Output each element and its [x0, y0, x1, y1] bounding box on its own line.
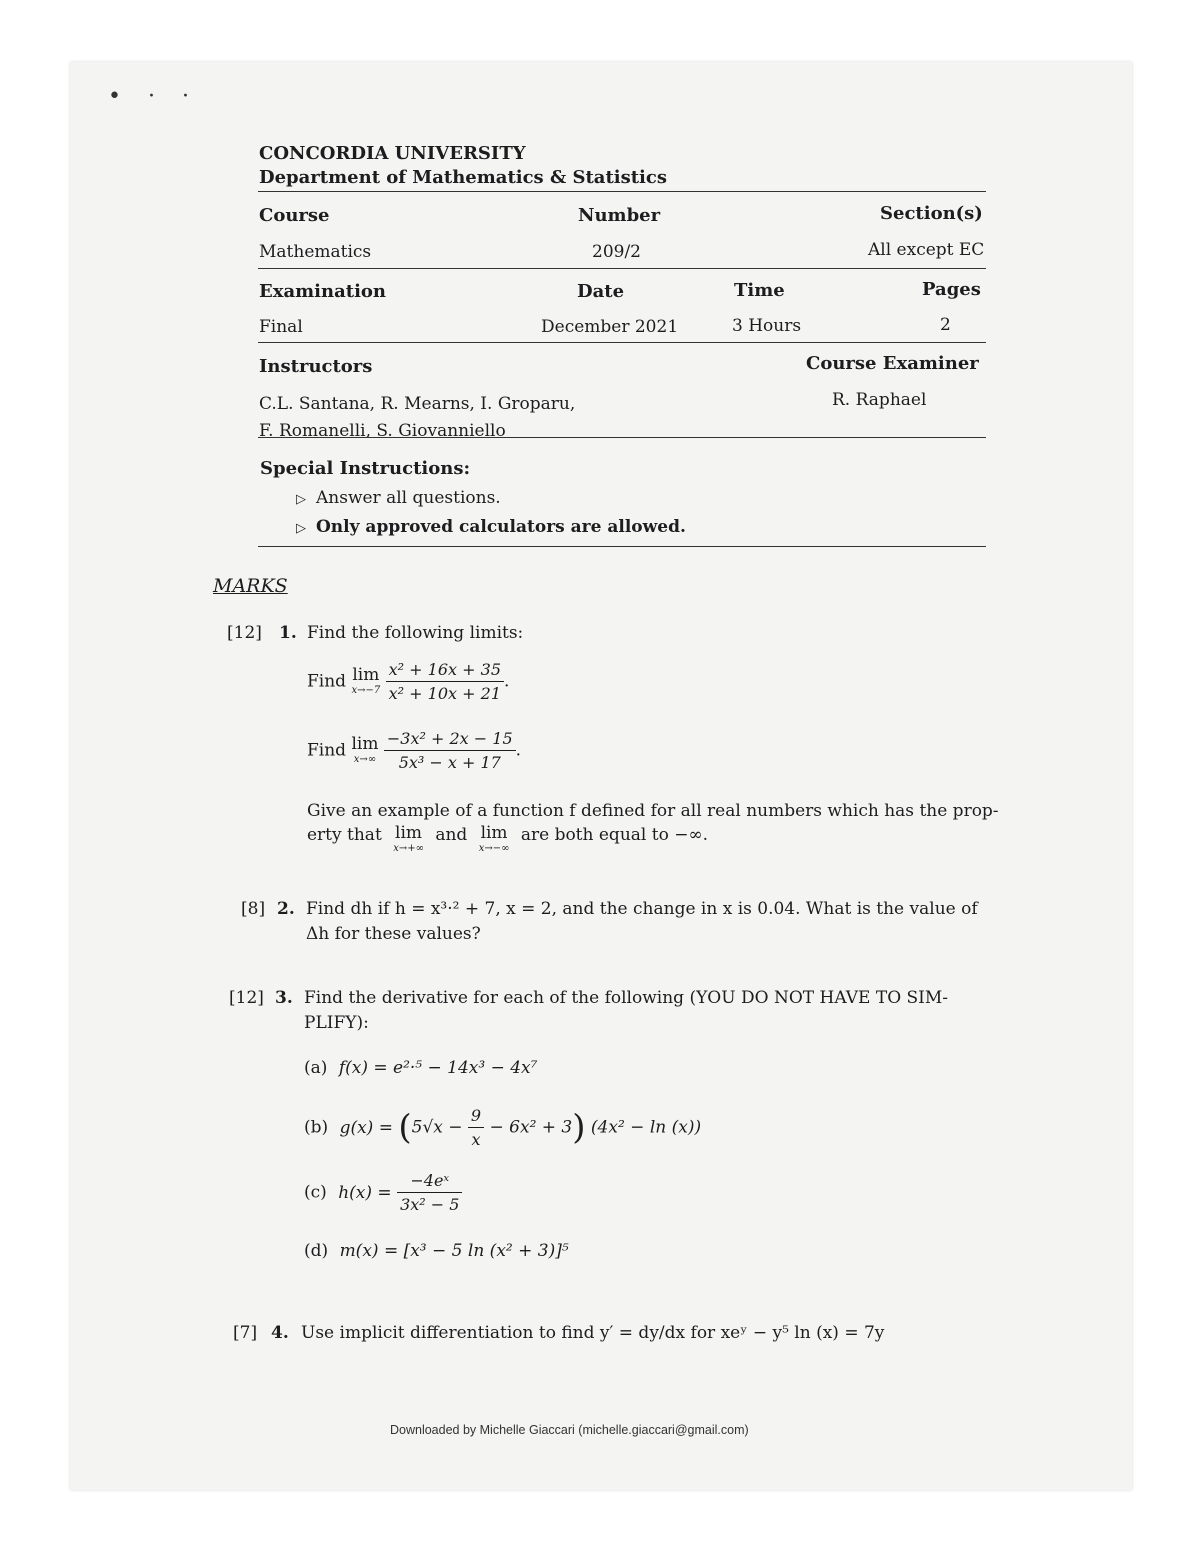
exam-value: Final [259, 317, 303, 337]
university-name: CONCORDIA UNIVERSITY [259, 143, 526, 164]
sections-value: All except EC [868, 240, 985, 260]
question-number: 3. [275, 988, 293, 1008]
lim-operator [351, 667, 380, 696]
bullet-triangle-icon: ▷ [296, 492, 306, 507]
instruction-text: Answer all questions. [316, 488, 501, 508]
date-label: Date [577, 281, 625, 302]
examiner-value: R. Raphael [832, 390, 927, 410]
divider [258, 342, 986, 343]
question-mark: [12] [227, 623, 262, 643]
part-label: (c) [304, 1182, 327, 1203]
numerator: 9 [468, 1106, 484, 1128]
text: erty that [307, 825, 382, 845]
numerator: x² + 16x + 35 [386, 660, 504, 682]
part-b: (b) g(x) = (5√x − $\frac{9}{x}$ − 6x² + 3) (4x² − ln (x)) [304, 1106, 702, 1149]
question-mark: [7] [233, 1323, 258, 1343]
question-text: PLIFY): [304, 1013, 369, 1033]
part-d [304, 1241, 569, 1261]
question-mark: [8] [241, 899, 266, 919]
date-value: December 2021 [541, 317, 679, 337]
department-name: Department of Mathematics & Statistics [259, 167, 667, 188]
divider [258, 268, 986, 269]
text: are both equal to −∞. [520, 825, 709, 845]
instructors-line2: F. Romanelli, S. Giovanniello [259, 421, 506, 441]
exam-label: Examination [259, 281, 386, 302]
denominator: x² + 10x + 21 [388, 684, 501, 703]
lim-text: lim [395, 823, 423, 843]
divider [258, 546, 986, 547]
expression: 5√x − [411, 1117, 463, 1138]
question-text: Use implicit differentiation to find y′ = dy/dx for xeʸ − y⁵ ln (x) = 7y [301, 1323, 885, 1343]
instruction-item [296, 517, 686, 537]
number-value: 209/2 [592, 242, 641, 262]
part-label: (d) [304, 1241, 329, 1261]
numerator: −3x² + 2x − 15 [384, 729, 516, 751]
scan-specks: • · · [108, 84, 199, 109]
limit-b: Find lim x→∞ $\frac{\text{−3x² + 2x − 15}}{\text{5x³ − x + 17}}$ . [307, 729, 522, 772]
lim-text: lim [480, 823, 508, 843]
examiner-label: Course Examiner [806, 353, 979, 374]
lim-text: lim [352, 665, 380, 685]
divider [258, 191, 986, 192]
lim-operator [351, 736, 378, 765]
lim-operator [393, 825, 424, 854]
part-c [304, 1171, 462, 1214]
question-mark: [12] [229, 988, 264, 1008]
part-label: (b) [304, 1117, 329, 1138]
question-number: 1. [279, 623, 297, 643]
text: and [435, 825, 468, 845]
divider [258, 437, 986, 438]
expression: − 6x² + 3 [489, 1117, 573, 1138]
question-number: 4. [271, 1323, 289, 1343]
lim-operator [479, 825, 510, 854]
download-footer: Downloaded by Michelle Giaccari (michelle.giaccari@gmail.com) [390, 1423, 749, 1437]
part-label: (a) [304, 1058, 328, 1078]
fraction [397, 1171, 462, 1214]
course-value: Mathematics [259, 242, 372, 262]
instructors-label: Instructors [259, 356, 373, 377]
expression: h(x) = [338, 1182, 392, 1203]
bullet-triangle-icon: ▷ [296, 521, 306, 536]
denominator: 5x³ − x + 17 [398, 753, 501, 772]
pages-value: 2 [940, 315, 951, 335]
instructors-line1: C.L. Santana, R. Mearns, I. Groparu, [259, 394, 576, 414]
marks-heading: MARKS [213, 575, 288, 597]
limit-a: Find lim x→−7 $\frac{\text{x² + 16x + 35}}{\text{x² + 10x + 21}}$ . [307, 660, 510, 703]
exam-paper [70, 62, 1132, 1490]
expression: g(x) = [339, 1117, 393, 1138]
lim-subscript: x→−7 [351, 685, 381, 696]
fraction [384, 729, 516, 772]
question-1c-line2 [307, 825, 708, 854]
expression: f(x) = e²·⁵ − 14x³ − 4x⁷ [338, 1058, 538, 1078]
sections-label: Section(s) [880, 203, 983, 224]
find-word: Find [307, 740, 347, 761]
lim-subscript: x→∞ [353, 754, 377, 765]
fraction [468, 1106, 484, 1149]
special-title: Special Instructions: [260, 458, 471, 479]
question-text: Find the following limits: [307, 623, 524, 643]
question-1c-line1: Give an example of a function f defined for all real numbers which has the prop- [307, 801, 999, 821]
part-a [304, 1058, 537, 1078]
expression: m(x) = [x³ − 5 ln (x² + 3)]⁵ [339, 1241, 569, 1261]
question-number: 2. [277, 899, 295, 919]
pages-label: Pages [922, 279, 981, 300]
number-label: Number [578, 205, 661, 226]
question-text: Find the derivative for each of the following (YOU DO NOT HAVE TO SIM- [304, 988, 949, 1008]
lim-subscript: x→+∞ [393, 843, 424, 854]
lim-text: lim [351, 734, 379, 754]
time-value: 3 Hours [732, 316, 802, 336]
numerator: −4eˣ [397, 1171, 462, 1193]
fraction [386, 660, 504, 703]
question-text: Find dh if h = x³·² + 7, x = 2, and the change in x is 0.04. What is the value of [306, 899, 978, 919]
expression: (4x² − ln (x)) [590, 1117, 702, 1138]
time-label: Time [734, 280, 785, 301]
question-text: Δh for these values? [306, 924, 481, 944]
denominator: x [471, 1130, 481, 1149]
find-word: Find [307, 671, 347, 692]
denominator: 3x² − 5 [400, 1195, 460, 1214]
instruction-item [296, 488, 501, 508]
lim-subscript: x→−∞ [478, 843, 510, 854]
course-label: Course [259, 205, 330, 226]
instruction-text: Only approved calculators are allowed. [316, 517, 686, 537]
